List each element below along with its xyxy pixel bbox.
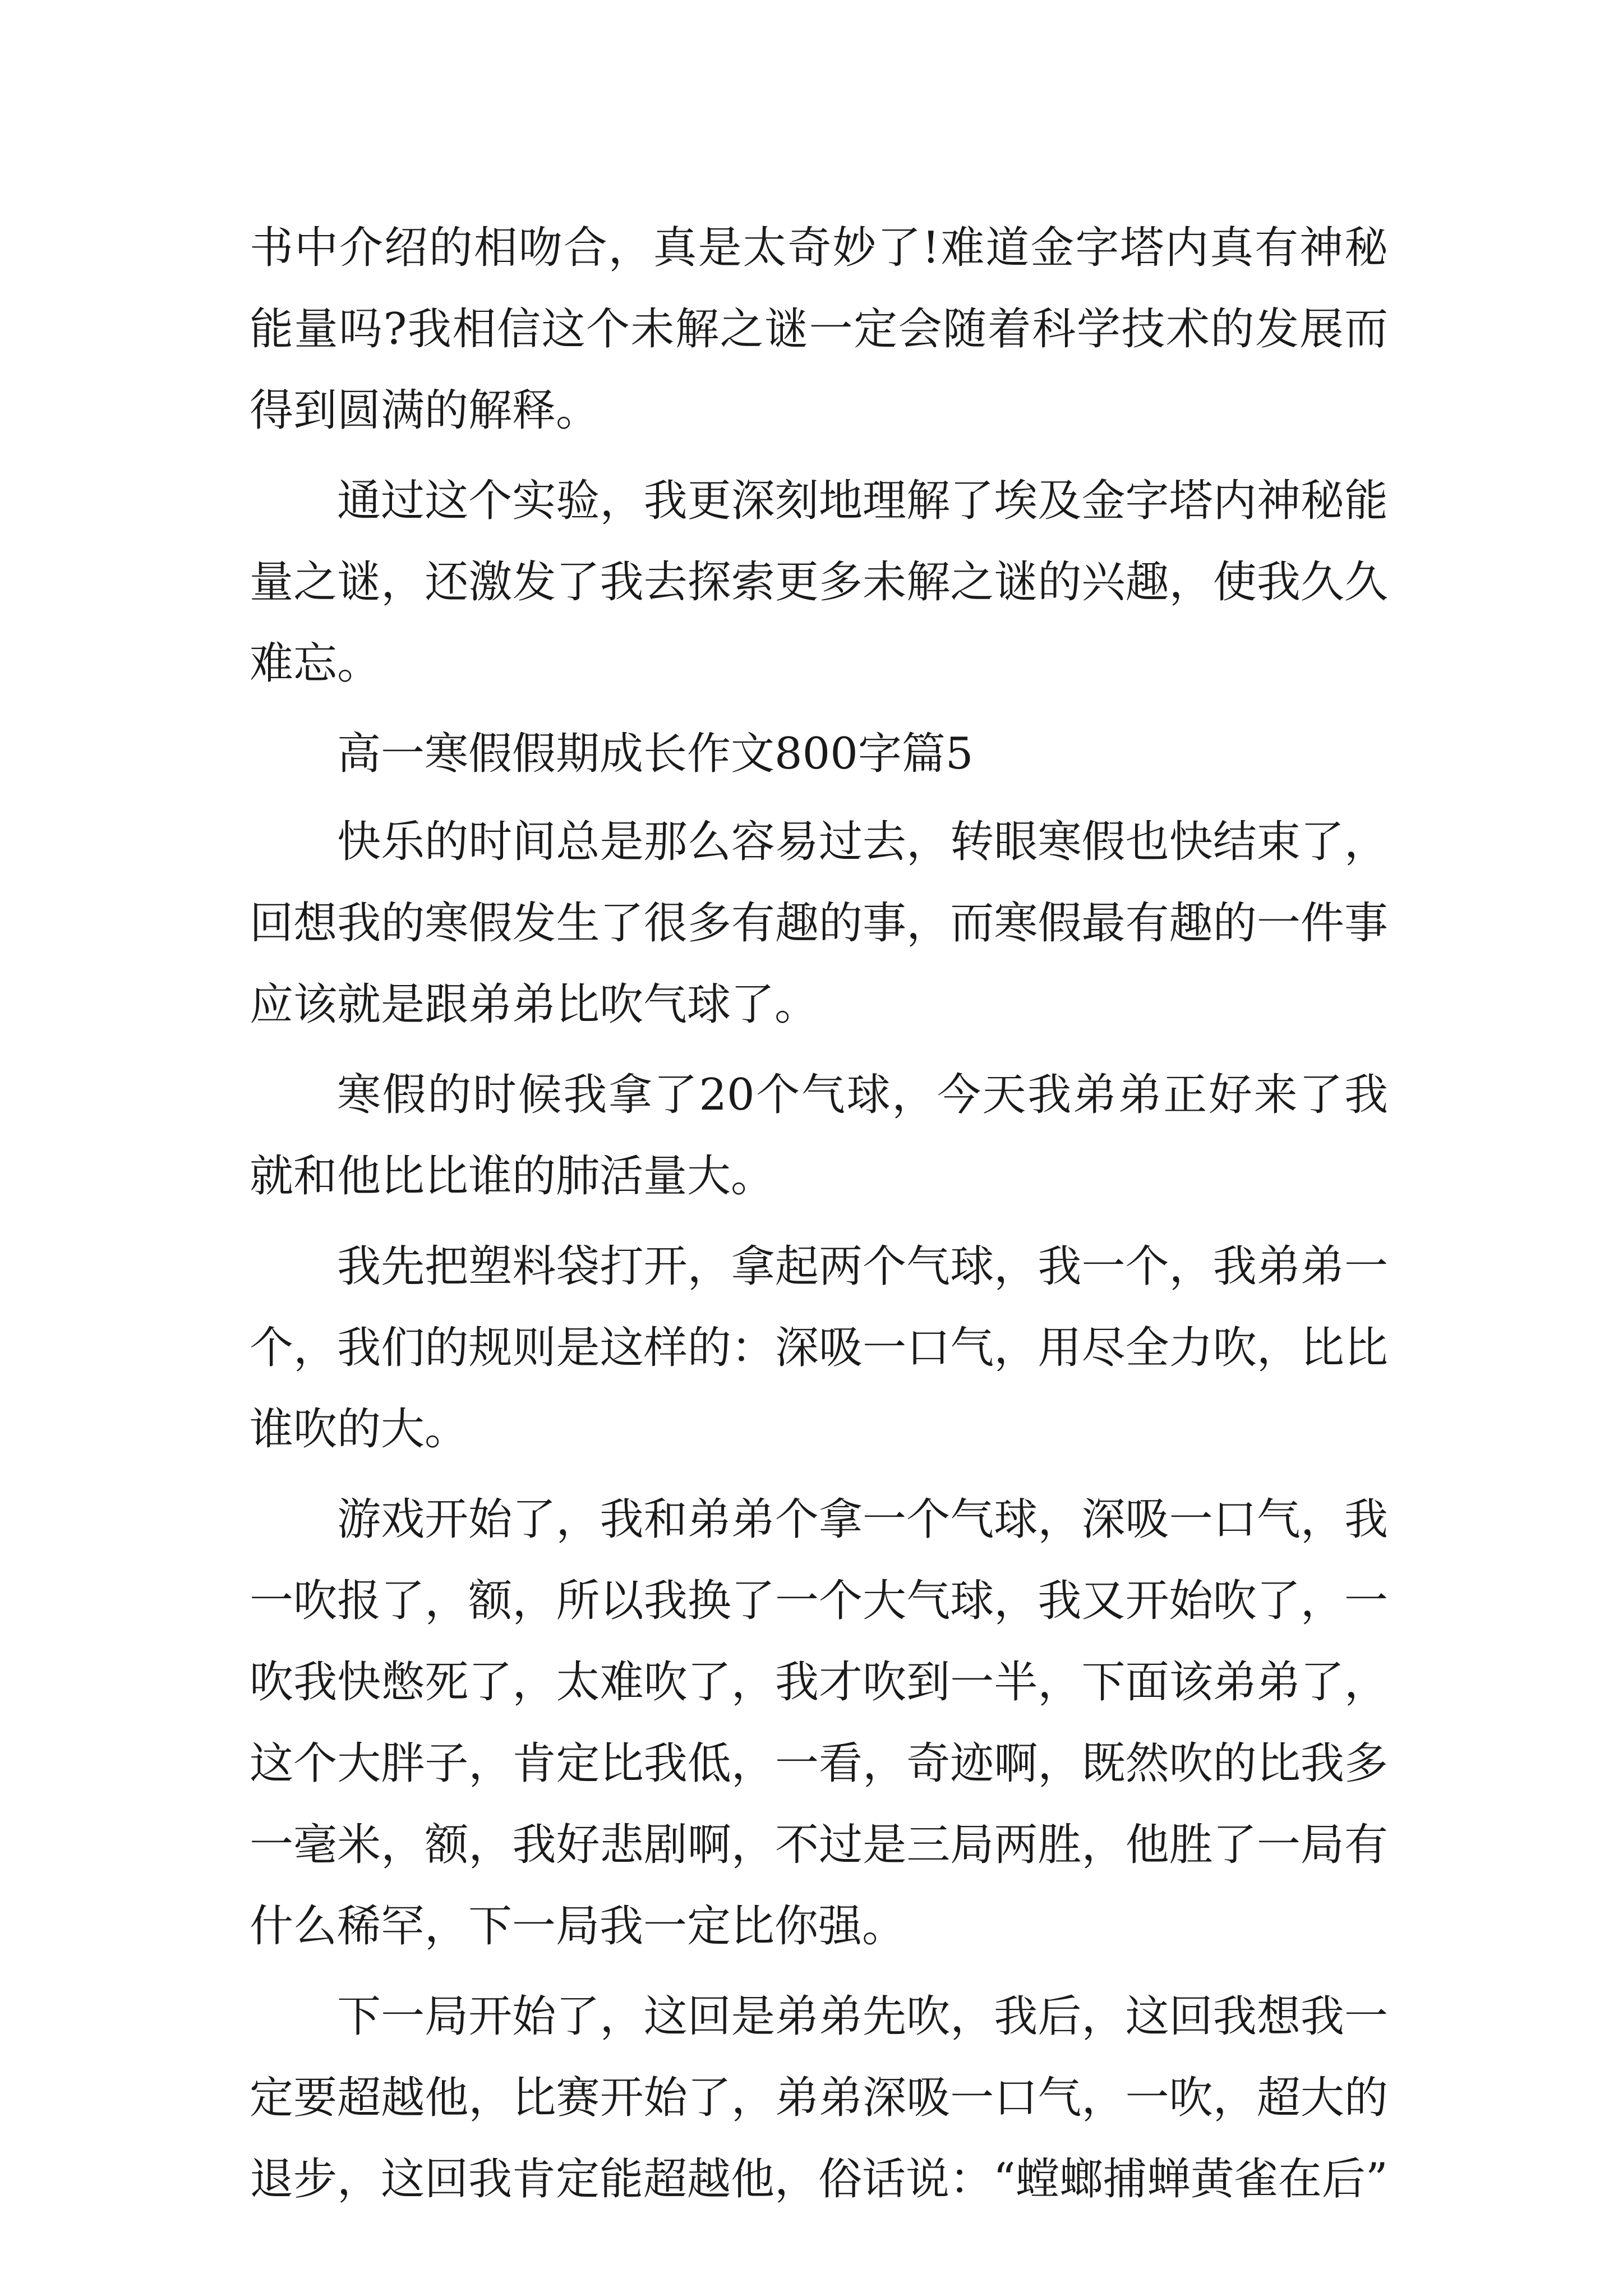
paragraph: 下一局开始了，这回是弟弟先吹，我后，这回我想我一定要超越他，比赛开始了，弟弟深吸一口气，一吹，超大的退步，这回我肯定能超越他，俗话说：“螳螂捕蝉黄雀在后” (250, 1991, 1388, 2205)
paragraph: 我先把塑料袋打开，拿起两个气球，我一个，我弟弟一个，我们的规则是这样的：深吸一口气，用尽全力吹，比比谁吹的大。 (250, 1241, 1388, 1455)
paragraph: 游戏开始了，我和弟弟个拿一个气球，深吸一口气，我一吹报了，额，所以我换了一个大气球，我又开始吹了，一吹我快憋死了，太难吹了，我才吹到一半，下面该弟弟了，这个大胖子，肯定比我低，一看，奇迹啊，既然吹的比我多一毫米，额，我好悲剧啊，不过是三局两胜，他胜了一局有什么稀罕，下一局我一定比你强。 (250, 1494, 1388, 1952)
paragraph: 书中介绍的相吻合，真是太奇妙了!难道金字塔内真有神秘能量吗?我相信这个未解之谜一定会随着科学技术的发展而得到圆满的解释。 (250, 223, 1388, 436)
paragraph: 寒假的时候我拿了20个气球，今天我弟弟正好来了我就和他比比谁的肺活量大。 (250, 1070, 1388, 1202)
section-heading: 高一寒假假期成长作文800字篇5 (337, 729, 974, 779)
paragraph: 通过这个实验，我更深刻地理解了埃及金字塔内神秘能量之谜，还激发了我去探索更多未解之谜的兴趣，使我久久难忘。 (250, 476, 1388, 689)
paragraph: 快乐的时间总是那么容易过去，转眼寒假也快结束了，回想我的寒假发生了很多有趣的事，而寒假最有趣的一件事应该就是跟弟弟比吹气球了。 (250, 817, 1388, 1030)
document-body (250, 208, 1388, 2229)
